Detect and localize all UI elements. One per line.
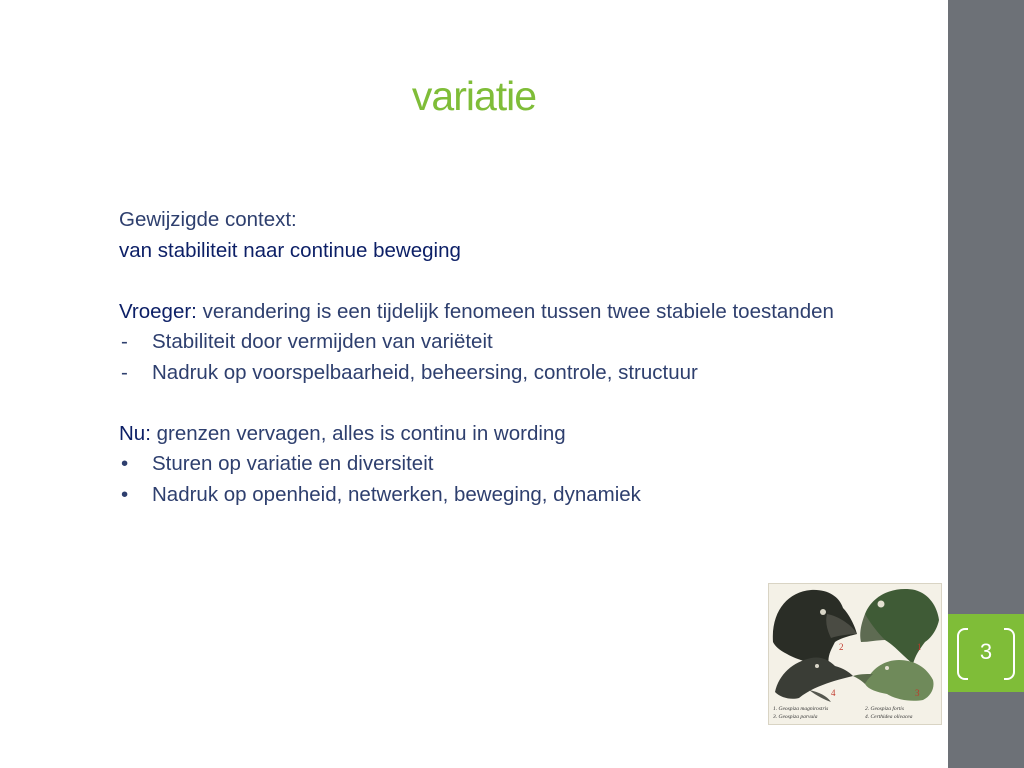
context-label: Gewijzigde context: xyxy=(119,208,297,231)
now-item-text: Sturen op variatie en diversiteit xyxy=(152,452,434,475)
finches-illustration xyxy=(768,583,942,725)
now-item xyxy=(119,449,859,480)
right-bracket-icon xyxy=(1004,628,1015,680)
past-item-text: Stabiliteit door vermijden van variëteit xyxy=(152,330,493,353)
caption-2: 2. Geospiza fortis xyxy=(865,706,904,712)
finch-number-3: 3 xyxy=(915,688,920,698)
slide-title: variatie xyxy=(411,73,537,119)
now-item xyxy=(119,480,859,511)
past-item-text: Nadruk op voorspelbaarheid, beheersing, controle, structuur xyxy=(152,360,698,384)
spacer xyxy=(119,266,859,297)
page-number-tab xyxy=(948,614,1024,692)
past-paragraph xyxy=(119,297,859,328)
past-text: verandering is een tijdelijk fenomeen tussen twee stabiele toestanden xyxy=(196,299,834,323)
caption-1: 1. Geospiza magnirostris xyxy=(773,706,829,712)
dash-marker: - xyxy=(121,330,128,353)
page-number: 3 xyxy=(979,639,993,664)
spacer xyxy=(119,388,859,419)
bullet-marker: • xyxy=(121,482,129,506)
now-text: grenzen vervagen, alles is continu in wording xyxy=(150,421,566,445)
finches-drawing xyxy=(769,584,941,724)
bullet-marker: • xyxy=(121,452,129,475)
finch-number-2: 2 xyxy=(839,642,844,652)
now-paragraph xyxy=(119,419,859,450)
now-item-text: Nadruk op openheid, netwerken, beweging, dynamiek xyxy=(152,482,641,506)
finch-number-4: 4 xyxy=(831,688,836,698)
now-label: Nu: xyxy=(119,421,151,445)
caption-4: 4. Certhidea olivacea xyxy=(865,714,913,720)
finch-number-1: 1 xyxy=(917,642,922,652)
finch-1-drawing xyxy=(860,589,939,664)
finch-4-drawing xyxy=(775,657,853,702)
past-item xyxy=(119,358,859,389)
past-item xyxy=(119,327,859,358)
context-value: van stabiliteit naar continue beweging xyxy=(119,238,461,262)
caption-3: 3. Geospiza parvula xyxy=(773,714,818,720)
finch-2-drawing xyxy=(773,590,857,666)
slide-body xyxy=(119,205,859,510)
finch-3-drawing xyxy=(853,660,934,701)
past-label: Vroeger: xyxy=(119,299,197,323)
dash-marker: - xyxy=(121,360,128,384)
